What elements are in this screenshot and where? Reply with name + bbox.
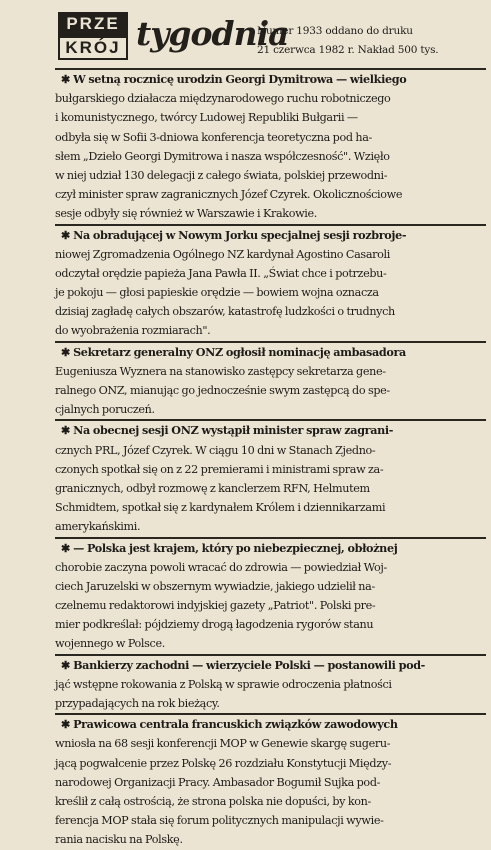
news-item-line: sesje odbyły się również w Warszawie i Krakowie. [55, 207, 318, 221]
news-item-line: czelnemu redaktorowi indyjskiej gazety „Patriot". Polski pre- [55, 599, 376, 613]
news-item-line: czonych spotkał się on z 22 premierami i ministrami spraw za- [55, 462, 384, 476]
news-item-line: Eugeniusza Wyznera na stanowisko zastępcy sekretarza gene- [55, 364, 386, 378]
news-item-line: je pokoju — głosi papieskie orędzie — bowiem wojna oznacza [55, 286, 379, 300]
news-item-lead-line: ✱ — Polska jest krajem, który po niebezpiecznej, obłożnej [61, 540, 398, 555]
news-item-lead-line: ✱ Prawicowa centrala francuskich związków zawodowych [61, 717, 398, 732]
news-item [55, 341, 486, 420]
news-item-line: Schmidtem, spotkał się z kardynałem Królem i dziennikarzami [55, 501, 386, 515]
news-item-line: chorobie zaczyna powoli wracać do zdrowia — powiedział Woj- [55, 560, 387, 574]
news-item-lead-line: ✱ Sekretarz generalny ONZ ogłosił nominację ambasadora [61, 344, 406, 359]
news-item-line: granicznych, odbył rozmowę z kanclerzem RFN, Helmutem [55, 481, 370, 495]
news-item-line: wojennego w Polsce. [55, 637, 165, 651]
news-item-line: kreślił z całą ostrością, że strona polska nie dopuści, by kon- [55, 794, 371, 808]
news-item-line: ferencja MOP stała się forum politycznych manipulacji wywie- [55, 814, 384, 828]
logo-bottom-word: KRÓJ [58, 36, 128, 60]
news-item-line: do wyobrażenia rozmiarach". [55, 324, 211, 338]
news-item-line: rania nacisku na Polskę. [55, 833, 183, 847]
news-item-line: i komunistycznego, twórcy Ludowej Republiki Bułgarii — [55, 111, 358, 125]
news-item [55, 419, 486, 536]
imprint-line: 21 czerwca 1982 r. Nakład 500 tys. [257, 44, 439, 56]
news-item-line: bułgarskiego działacza międzynarodowego ruchu robotniczego [55, 92, 391, 106]
news-item-line: amerykańskimi. [55, 520, 141, 534]
news-item [55, 224, 486, 341]
logo-top-word: PRZE [58, 12, 128, 36]
news-item-lead-line: ✱ Na obecnej sesji ONZ wystąpił minister spraw zagrani- [61, 423, 394, 438]
news-item-line: czył minister spraw zagranicznych Józef Czyrek. Okolicznościowe [55, 188, 403, 202]
news-column [55, 68, 486, 850]
news-item-line: narodowej Organizacji Pracy. Ambasador Bogumił Sujka pod- [55, 775, 381, 789]
news-item-line: cznych PRL, Józef Czyrek. W ciągu 10 dni w Stanach Zjedno- [55, 443, 376, 457]
news-item-line: w niej udział 130 delegacji z całego świata, polskiej przewodni- [55, 168, 388, 182]
news-item-line: mier podkreślał: pójdziemy drogą łagodzenia rygorów stanu [55, 618, 374, 632]
news-item [55, 68, 486, 224]
imprint-line: Numer 1933 oddano do druku [257, 25, 413, 37]
news-item [55, 713, 486, 849]
section-title: tygodnia [136, 14, 289, 53]
news-item-line: odbyła się w Sofii 3-dniowa konferencja teoretyczna pod ha- [55, 130, 372, 144]
przekroj-logo [58, 12, 128, 60]
news-item [55, 537, 486, 654]
news-item-line: wniosła na 68 sesji konferencji MOP w Genewie skargę sugeru- [55, 737, 391, 751]
news-item-line: ralnego ONZ, mianując go jednocześnie swym zastępcą do spe- [55, 384, 390, 397]
issue-imprint [257, 22, 489, 60]
news-item-lead-line: ✱ Bankierzy zachodni — wierzyciele Polski — postanowili pod- [61, 657, 425, 672]
news-item-lead-line: ✱ Na obradującej w Nowym Jorku specjalnej sesji rozbroje- [61, 227, 407, 242]
news-item-line: cjalnych poruczeń. [55, 403, 155, 417]
news-item-line: jącą pogwałcenie przez Polskę 26 rozdziału Konstytucji Między- [55, 756, 392, 770]
news-item-line: niowej Zgromadzenia Ogólnego NZ kardynał Agostino Casaroli [55, 247, 390, 261]
news-item-line: dzisiaj zagładę całych obszarów, katastrofę ludzkości o trudnych [55, 305, 395, 319]
news-item-line: ciech Jaruzelski w obszernym wywiadzie, jakiego udzielił na- [55, 579, 375, 593]
news-item-line: odczytał orędzie papieża Jana Pawła II. „Świat chce i potrzebu- [55, 266, 387, 280]
news-item-lead-line: ✱ W setną rocznicę urodzin Georgi Dymitrowa — wielkiego [61, 72, 407, 86]
news-item-line: przypadających na rok bieżący. [55, 697, 220, 710]
news-item [55, 654, 486, 714]
news-item-line: słem „Dzieło Georgi Dymitrowa i nasza współczesność". Wzięło [55, 149, 390, 163]
news-item-line: jąć wstępne rokowania z Polską w sprawie odroczenia płatności [55, 677, 392, 691]
